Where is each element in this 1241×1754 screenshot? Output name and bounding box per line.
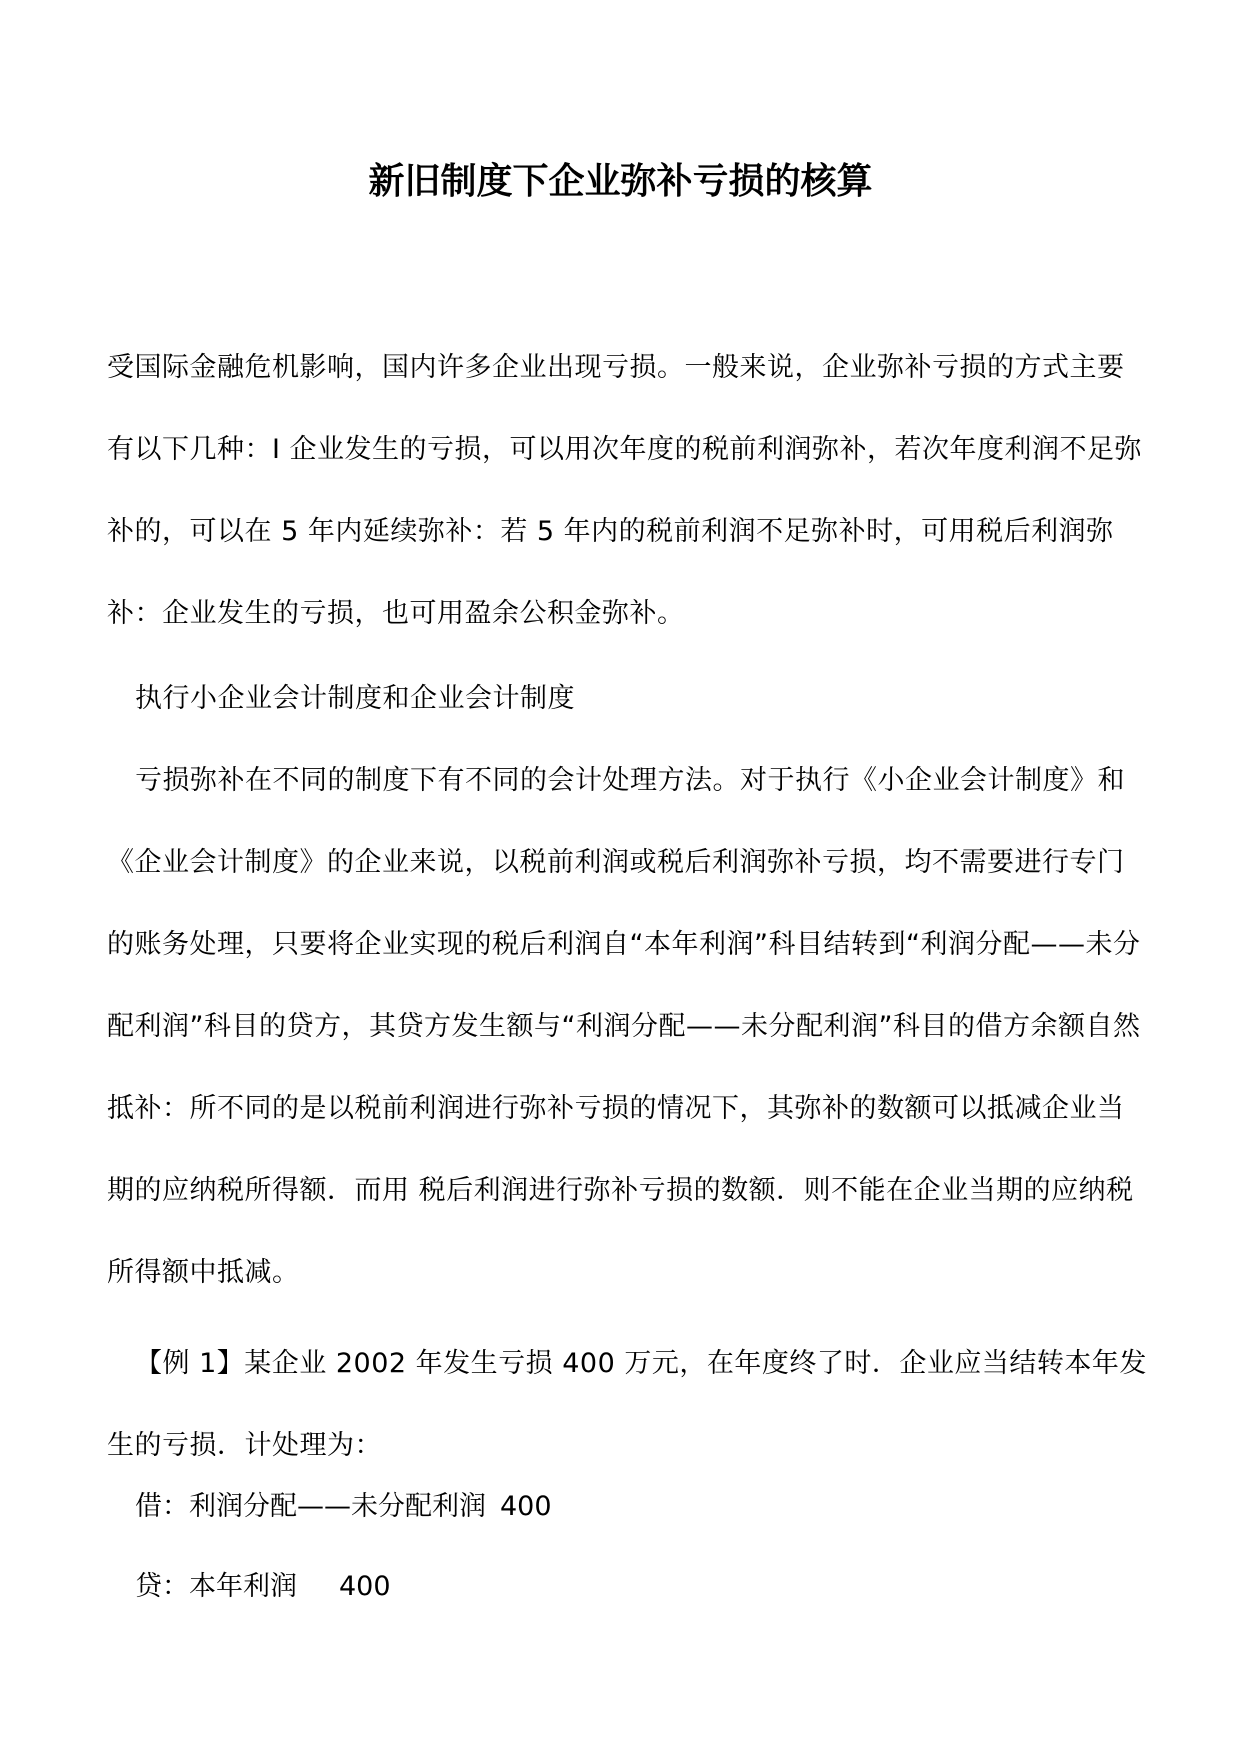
journal-entry-debit-label: 借：利润分配——未分配利润: [135, 1491, 486, 1522]
paragraph-example-1: 【例 1】某企业 2002 年发生亏损 400 万元，在年度终了时．企业应当结转本年发生的亏损．计处理为：: [107, 1348, 1147, 1461]
journal-entry-credit-label: 贷：本年利润: [135, 1571, 297, 1602]
document-title: 新旧制度下企业弥补亏损的核算: [368, 161, 873, 202]
paragraph-accounting-method: 亏损弥补在不同的制度下有不同的会计处理方法。对于执行《小企业会计制度》和《企业会计制度》的企业来说，以税前利润或税后利润弥补亏损，均不需要进行专门的账务处理，只要将企业实现的税后利润自“本年利润”科目结转到“利润分配——未分配利润”科目的贷方，其贷方发生额与“利润分配——未分配利润”科目的借方余额自然抵补：所不同的是以税前利润进行弥补亏损的情况下，其弥补的数额可以抵减企业当期的应纳税所得额．而用 税后利润进行弥补亏损的数额．则不能在企业当期的应纳税所得额中抵减。: [107, 765, 1141, 1288]
journal-entry-debit: [135, 1487, 552, 1527]
journal-entry-credit: [135, 1567, 391, 1607]
paragraph-section-heading: 执行小企业会计制度和企业会计制度: [135, 683, 575, 714]
journal-entry-debit-amount: 400: [500, 1491, 552, 1522]
journal-entry-credit-amount: 400: [339, 1571, 391, 1602]
paragraph-intro: 受国际金融危机影响，国内许多企业出现亏损。一般来说，企业弥补亏损的方式主要有以下几种：I 企业发生的亏损，可以用次年度的税前利润弥补，若次年度利润不足弥补的，可以在 5 年内延续弥补：若 5 年内的税前利润不足弥补时，可用税后利润弥补：企业发生的亏损，也可用盈余公积金弥补。: [107, 352, 1143, 629]
